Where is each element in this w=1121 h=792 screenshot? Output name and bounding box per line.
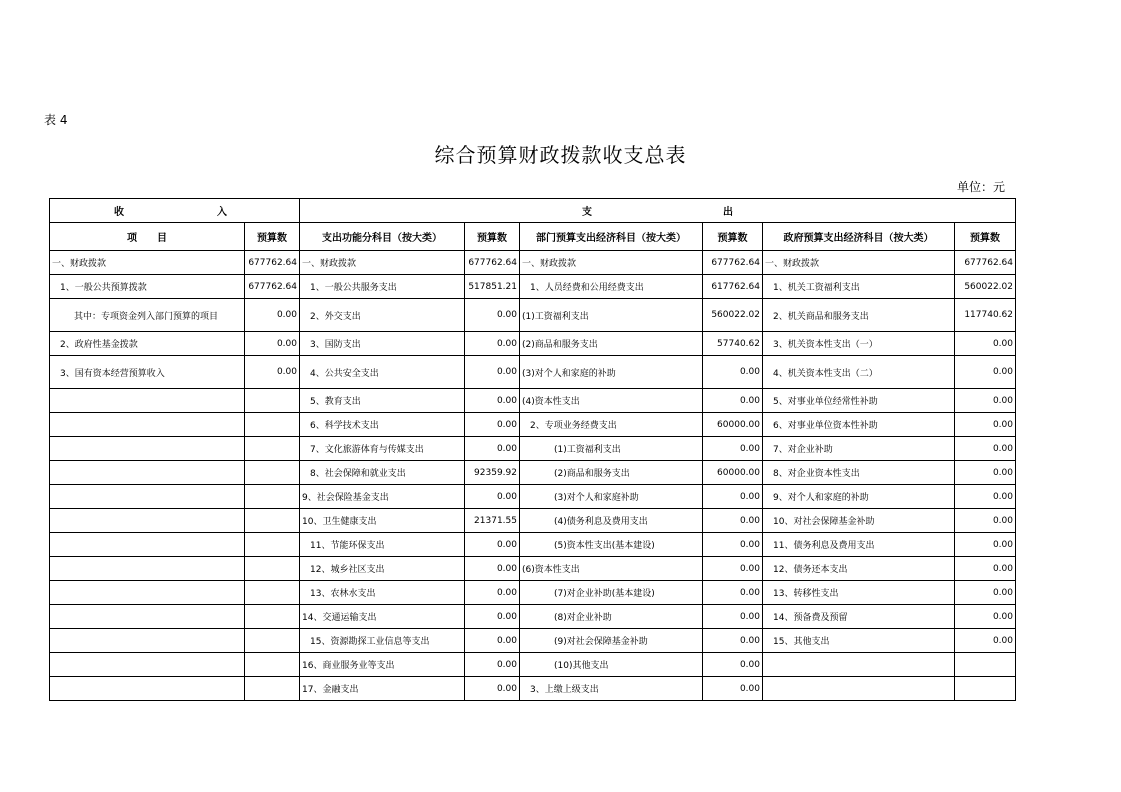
dept-item: 一、财政拨款 — [520, 251, 703, 275]
func-item: 5、教育支出 — [300, 389, 465, 413]
func-value: 92359.92 — [465, 461, 520, 485]
dept-value: 0.00 — [703, 356, 763, 389]
dept-item: (4)资本性支出 — [520, 389, 703, 413]
dept-value: 677762.64 — [703, 251, 763, 275]
func-value: 0.00 — [465, 557, 520, 581]
gov-value: 0.00 — [955, 485, 1016, 509]
gov-value: 0.00 — [955, 356, 1016, 389]
income-header — [50, 199, 300, 223]
gov-item: 3、机关资本性支出（一） — [763, 332, 955, 356]
col-header-gov-econ: 政府预算支出经济科目（按大类） — [763, 223, 955, 251]
dept-item: (2)商品和服务支出 — [520, 332, 703, 356]
func-value: 0.00 — [465, 299, 520, 332]
dept-value: 0.00 — [703, 629, 763, 653]
gov-item: 1、机关工资福利支出 — [763, 275, 955, 299]
table-row — [50, 629, 1016, 653]
income-value — [245, 677, 300, 701]
table-row — [50, 275, 1016, 299]
dept-item: 2、专项业务经费支出 — [520, 413, 703, 437]
func-value: 0.00 — [465, 356, 520, 389]
col-header-dept-econ: 部门预算支出经济科目（按大类） — [520, 223, 703, 251]
dept-value: 0.00 — [703, 389, 763, 413]
table-row — [50, 485, 1016, 509]
income-item — [50, 605, 245, 629]
gov-value: 0.00 — [955, 332, 1016, 356]
gov-item: 13、转移性支出 — [763, 581, 955, 605]
func-value: 0.00 — [465, 653, 520, 677]
gov-item: 11、债务利息及费用支出 — [763, 533, 955, 557]
func-value: 0.00 — [465, 605, 520, 629]
func-value: 0.00 — [465, 533, 520, 557]
table-row — [50, 653, 1016, 677]
gov-value: 0.00 — [955, 509, 1016, 533]
func-item: 10、卫生健康支出 — [300, 509, 465, 533]
dept-item: (1)工资福利支出 — [520, 299, 703, 332]
func-value: 0.00 — [465, 332, 520, 356]
gov-item: 2、机关商品和服务支出 — [763, 299, 955, 332]
dept-value: 0.00 — [703, 533, 763, 557]
income-item: 1、一般公共预算拨款 — [50, 275, 245, 299]
func-item: 12、城乡社区支出 — [300, 557, 465, 581]
gov-item: 一、财政拨款 — [763, 251, 955, 275]
income-item — [50, 653, 245, 677]
table-row — [50, 581, 1016, 605]
income-value — [245, 557, 300, 581]
dept-value: 0.00 — [703, 605, 763, 629]
income-value — [245, 389, 300, 413]
func-item: 3、国防支出 — [300, 332, 465, 356]
func-item: 9、社会保险基金支出 — [300, 485, 465, 509]
dept-value: 60000.00 — [703, 461, 763, 485]
page-title: 综合预算财政拨款收支总表 — [434, 143, 687, 167]
dept-value: 60000.00 — [703, 413, 763, 437]
dept-item: (3)对个人和家庭补助 — [520, 485, 703, 509]
budget-table — [49, 198, 1016, 701]
income-item — [50, 581, 245, 605]
income-item — [50, 629, 245, 653]
income-value — [245, 605, 300, 629]
func-value: 0.00 — [465, 677, 520, 701]
func-value: 0.00 — [465, 413, 520, 437]
func-value: 517851.21 — [465, 275, 520, 299]
dept-value: 0.00 — [703, 437, 763, 461]
dept-item: (9)对社会保障基金补助 — [520, 629, 703, 653]
table-row — [50, 509, 1016, 533]
gov-value: 0.00 — [955, 437, 1016, 461]
gov-value: 560022.02 — [955, 275, 1016, 299]
gov-item: 7、对企业补助 — [763, 437, 955, 461]
income-item: 2、政府性基金拨款 — [50, 332, 245, 356]
income-item — [50, 509, 245, 533]
gov-value — [955, 677, 1016, 701]
header-row-top — [50, 199, 1016, 223]
gov-item: 6、对事业单位资本性补助 — [763, 413, 955, 437]
func-item: 1、一般公共服务支出 — [300, 275, 465, 299]
gov-item: 9、对个人和家庭的补助 — [763, 485, 955, 509]
income-value — [245, 653, 300, 677]
table-row — [50, 461, 1016, 485]
gov-item: 10、对社会保障基金补助 — [763, 509, 955, 533]
income-item — [50, 437, 245, 461]
gov-value: 0.00 — [955, 533, 1016, 557]
income-value: 677762.64 — [245, 275, 300, 299]
table-row — [50, 413, 1016, 437]
func-item: 15、资源勘探工业信息等支出 — [300, 629, 465, 653]
func-value: 0.00 — [465, 437, 520, 461]
dept-value: 0.00 — [703, 485, 763, 509]
func-item: 16、商业服务业等支出 — [300, 653, 465, 677]
table-row — [50, 605, 1016, 629]
gov-value: 0.00 — [955, 389, 1016, 413]
table-row — [50, 389, 1016, 413]
dept-item: (2)商品和服务支出 — [520, 461, 703, 485]
dept-item: (8)对企业补助 — [520, 605, 703, 629]
income-value: 0.00 — [245, 332, 300, 356]
dept-item: 3、上缴上级支出 — [520, 677, 703, 701]
col-header-budget-4: 预算数 — [955, 223, 1016, 251]
dept-item: (5)资本性支出(基本建设) — [520, 533, 703, 557]
income-value — [245, 581, 300, 605]
gov-value: 0.00 — [955, 413, 1016, 437]
income-value — [245, 437, 300, 461]
dept-value: 0.00 — [703, 509, 763, 533]
dept-item: (1)工资福利支出 — [520, 437, 703, 461]
col-header-budget-3: 预算数 — [703, 223, 763, 251]
table-row — [50, 677, 1016, 701]
header-row-columns — [50, 223, 1016, 251]
col-header-item: 项 目 — [50, 223, 245, 251]
dept-item: 1、人员经费和公用经费支出 — [520, 275, 703, 299]
income-value — [245, 461, 300, 485]
gov-value: 0.00 — [955, 605, 1016, 629]
gov-item: 12、债务还本支出 — [763, 557, 955, 581]
func-value: 0.00 — [465, 389, 520, 413]
expense-header — [300, 199, 1016, 223]
table-row — [50, 299, 1016, 332]
func-value: 21371.55 — [465, 509, 520, 533]
func-item: 2、外交支出 — [300, 299, 465, 332]
gov-value: 0.00 — [955, 557, 1016, 581]
expense-header-char-1: 支 — [582, 207, 592, 218]
gov-item: 14、预备费及预留 — [763, 605, 955, 629]
table-label: 表 4 — [44, 113, 68, 127]
func-item: 14、交通运输支出 — [300, 605, 465, 629]
income-item — [50, 677, 245, 701]
func-item: 4、公共安全支出 — [300, 356, 465, 389]
income-value — [245, 533, 300, 557]
gov-item: 4、机关资本性支出（二） — [763, 356, 955, 389]
income-header-char-1: 收 — [114, 207, 124, 218]
gov-value: 0.00 — [955, 629, 1016, 653]
income-item — [50, 485, 245, 509]
income-value: 0.00 — [245, 356, 300, 389]
gov-value — [955, 653, 1016, 677]
col-header-budget-1: 预算数 — [245, 223, 300, 251]
dept-value: 617762.64 — [703, 275, 763, 299]
func-item: 7、文化旅游体育与传媒支出 — [300, 437, 465, 461]
income-item — [50, 413, 245, 437]
dept-value: 57740.62 — [703, 332, 763, 356]
table-row — [50, 251, 1016, 275]
dept-item: (10)其他支出 — [520, 653, 703, 677]
func-item: 6、科学技术支出 — [300, 413, 465, 437]
func-item: 17、金融支出 — [300, 677, 465, 701]
income-item — [50, 461, 245, 485]
dept-item: (7)对企业补助(基本建设) — [520, 581, 703, 605]
col-header-func-class: 支出功能分科目（按大类） — [300, 223, 465, 251]
dept-item: (6)资本性支出 — [520, 557, 703, 581]
table-row — [50, 356, 1016, 389]
gov-value: 677762.64 — [955, 251, 1016, 275]
table-row — [50, 557, 1016, 581]
gov-item: 15、其他支出 — [763, 629, 955, 653]
func-item: 11、节能环保支出 — [300, 533, 465, 557]
func-value: 0.00 — [465, 485, 520, 509]
income-value — [245, 485, 300, 509]
dept-value: 0.00 — [703, 677, 763, 701]
gov-item — [763, 677, 955, 701]
gov-value: 117740.62 — [955, 299, 1016, 332]
col-header-budget-2: 预算数 — [465, 223, 520, 251]
income-item: 3、国有资本经营预算收入 — [50, 356, 245, 389]
func-value: 0.00 — [465, 581, 520, 605]
income-item: 一、财政拨款 — [50, 251, 245, 275]
gov-value: 0.00 — [955, 461, 1016, 485]
income-header-char-2: 入 — [217, 207, 227, 218]
table-row — [50, 533, 1016, 557]
func-value: 0.00 — [465, 629, 520, 653]
func-item: 一、财政拨款 — [300, 251, 465, 275]
gov-value: 0.00 — [955, 581, 1016, 605]
dept-value: 0.00 — [703, 581, 763, 605]
income-value: 0.00 — [245, 299, 300, 332]
gov-item: 8、对企业资本性支出 — [763, 461, 955, 485]
func-value: 677762.64 — [465, 251, 520, 275]
income-value — [245, 413, 300, 437]
income-item — [50, 389, 245, 413]
income-value — [245, 509, 300, 533]
income-item — [50, 533, 245, 557]
func-item: 8、社会保障和就业支出 — [300, 461, 465, 485]
dept-item: (3)对个人和家庭的补助 — [520, 356, 703, 389]
dept-item: (4)债务利息及费用支出 — [520, 509, 703, 533]
income-item: 其中：专项资金列入部门预算的项目 — [50, 299, 245, 332]
income-value — [245, 629, 300, 653]
expense-header-char-2: 出 — [723, 207, 733, 218]
gov-item — [763, 653, 955, 677]
table-row — [50, 332, 1016, 356]
table-row — [50, 437, 1016, 461]
dept-value: 560022.02 — [703, 299, 763, 332]
dept-value: 0.00 — [703, 653, 763, 677]
unit-label: 单位：元 — [957, 180, 1006, 194]
func-item: 13、农林水支出 — [300, 581, 465, 605]
dept-value: 0.00 — [703, 557, 763, 581]
income-value: 677762.64 — [245, 251, 300, 275]
gov-item: 5、对事业单位经常性补助 — [763, 389, 955, 413]
income-item — [50, 557, 245, 581]
